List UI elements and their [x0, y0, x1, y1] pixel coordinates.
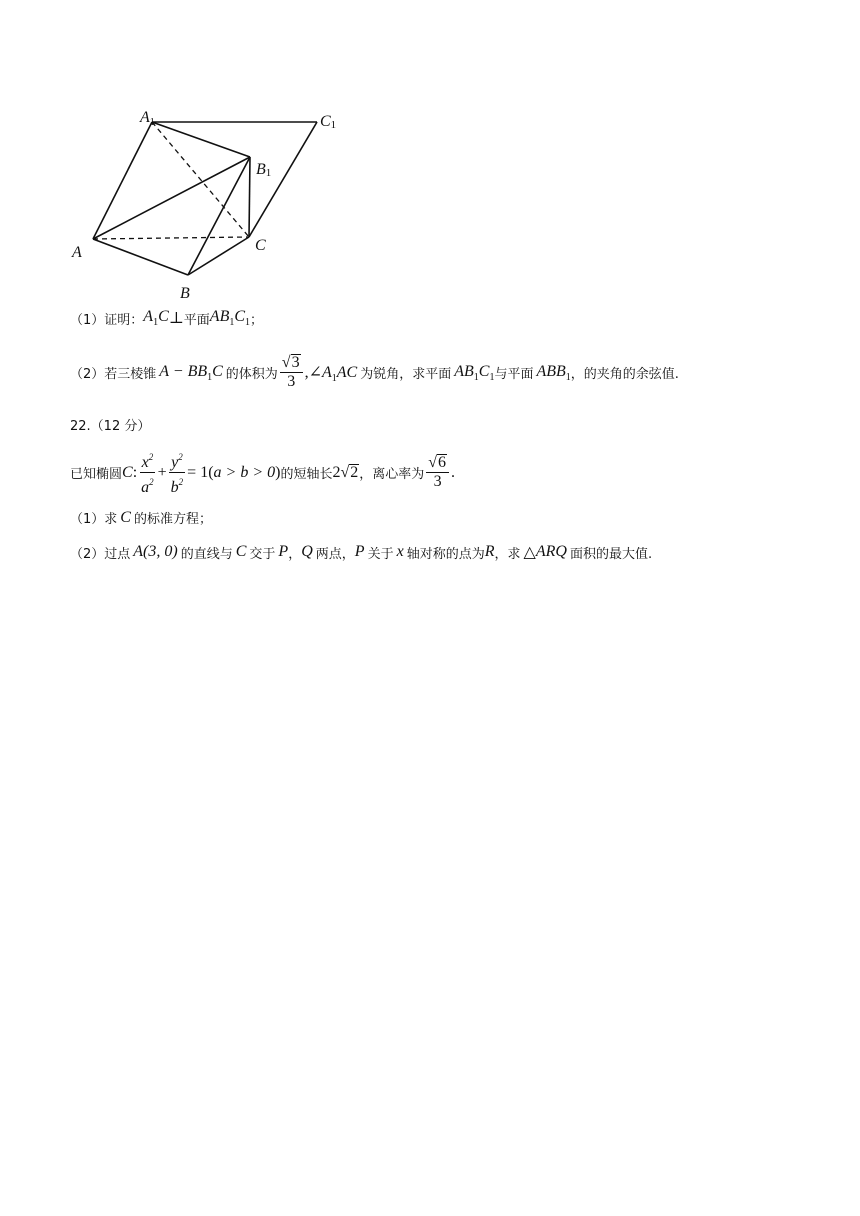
fraction-y2-b2: $\frac{y^2}{b^2}$ — [169, 448, 186, 497]
prism-diagram — [60, 100, 360, 300]
q22-part2: （2）过点 A(3, 0) 的直线与 C 交于 P ， Q 两点， P 关于 x 轴对称的点为 R ，求 △ ARQ 面积的最大值. — [70, 543, 653, 562]
edge-c1c — [249, 122, 317, 237]
edge-b1b — [188, 157, 250, 275]
q21-part2: （2）若三棱锥 $A - BB_1C$ 的体积为 $\frac{√3}{3}$ , $\angle A_1AC$ 为锐角，求平面 $AB_1C_1$ 与平面 $ABB_1$ ，的夹角的余弦值. — [70, 354, 679, 390]
edge-ab1 — [93, 157, 250, 239]
q22-part1: （1）求 C 的标准方程； — [70, 508, 212, 527]
label-c1: C1 — [320, 113, 337, 131]
edge-b1c — [249, 157, 250, 237]
label-b1: B1 — [256, 161, 272, 179]
label-c: C — [255, 237, 266, 254]
label-a1: A1 — [140, 109, 155, 128]
label-b: B — [180, 285, 190, 300]
edge-ac-hidden — [93, 237, 249, 239]
fraction-x2-a2: $\frac{x^2}{a^2}$ — [139, 448, 156, 497]
q22-header: 22.（12 分） — [70, 419, 151, 434]
q21-part1: （1）证明： $A_1C$ ⊥ 平面 $AB_1C_1$ ； — [70, 308, 264, 328]
prism-figure — [60, 100, 360, 300]
fraction-sqrt6-over-3: $\frac{√6}{3}$ — [426, 454, 449, 491]
label-a: A — [72, 244, 82, 261]
edge-ab — [93, 239, 188, 275]
edge-a1a — [93, 122, 152, 239]
q22-stem: 已知椭圆 C : $\frac{x^2}{a^2}$ + $\frac{y^2}{b^2}$ = 1( a > b > 0 ) 的短轴长 2√2 ，离心率为 $\frac{√6}{3}$ . — [70, 448, 455, 497]
fraction-sqrt3-over-3: $\frac{√3}{3}$ — [280, 354, 303, 391]
